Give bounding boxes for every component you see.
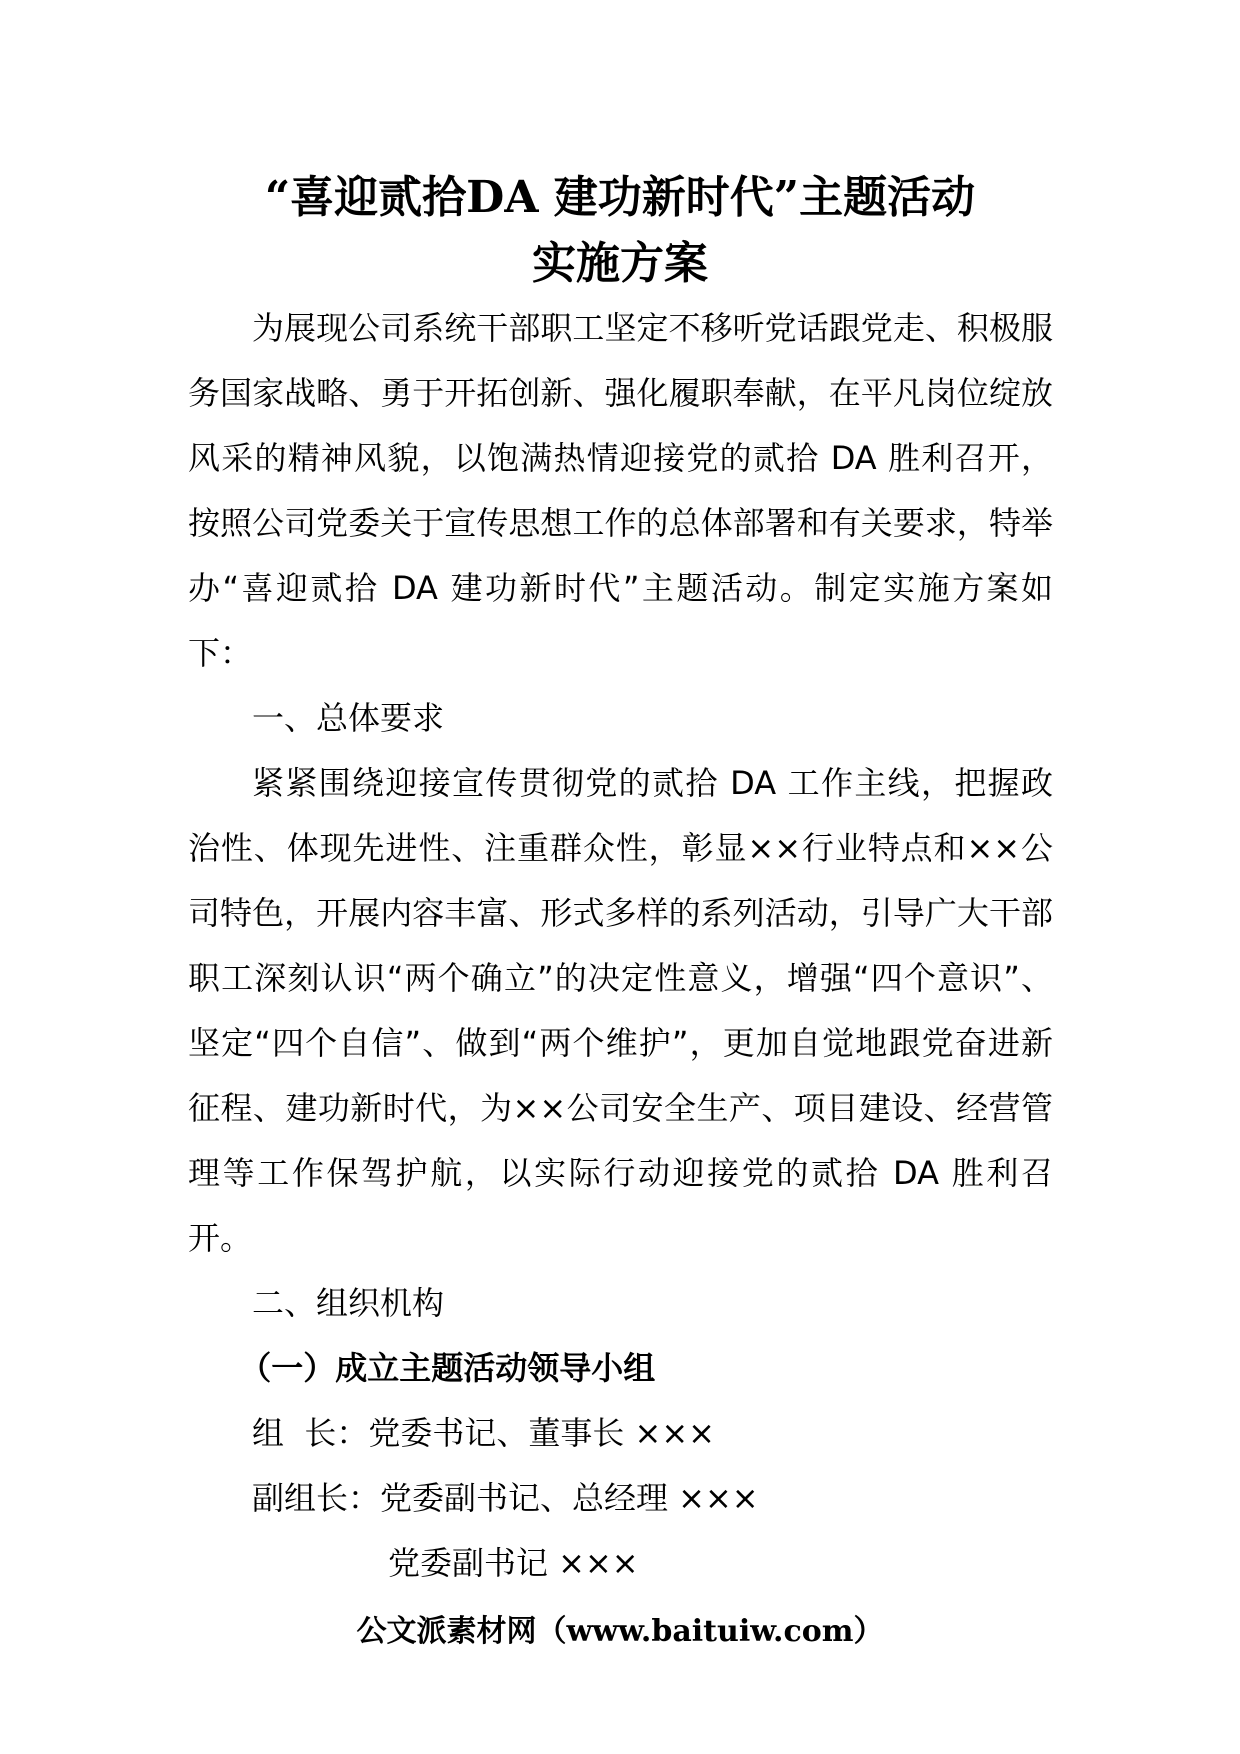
deputy-line-1: 副组长：党委副书记、总经理 ××× <box>252 1479 759 1517</box>
section1-paragraph: 紧紧围绕迎接宣传贯彻党的贰拾 DA 工作主线，把握政治性、体现先进性、注重群众性，彰显××行业特点和××公司特色，开展内容丰富、形式多样的系列活动，引导广大干部职工深刻认识“两个确立”的决定性意义，增强“四个意识”、坚定“四个自信”、做到“两个维护”，更加自觉地跟党奋进新征程、建功新时代，为××公司安全生产、项目建设、经营管理等工作保驾护航，以实际行动迎接党的贰拾 DA 胜利召开。 <box>188 764 1053 1257</box>
footer-watermark: 公文派素材网（www.baituiw.com） <box>356 1614 884 1649</box>
leader-line: 组 长：党委书记、董事长 ××× <box>252 1414 715 1452</box>
document-body <box>188 296 1053 1596</box>
document-title-line2: 实施方案 <box>532 238 708 289</box>
intro-paragraph: 为展现公司系统干部职工坚定不移听党话跟党走、积极服务国家战略、勇于开拓创新、强化履职奉献，在平凡岗位绽放风采的精神风貌，以饱满热情迎接党的贰拾 DA 胜利召开，按照公司党委关于宣传思想工作的总体部署和有关要求，特举办“喜迎贰拾 DA 建功新时代”主题活动。制定实施方案如下： <box>188 309 1053 672</box>
deputy-line-2: 党委副书记 ××× <box>388 1544 639 1582</box>
subsection1-heading: （一）成立主题活动领导小组 <box>239 1349 656 1387</box>
document-title-line1: “喜迎贰拾DA 建功新时代”主题活动 <box>264 172 976 223</box>
section1-heading: 一、总体要求 <box>252 699 445 737</box>
section2-heading: 二、组织机构 <box>252 1284 445 1322</box>
